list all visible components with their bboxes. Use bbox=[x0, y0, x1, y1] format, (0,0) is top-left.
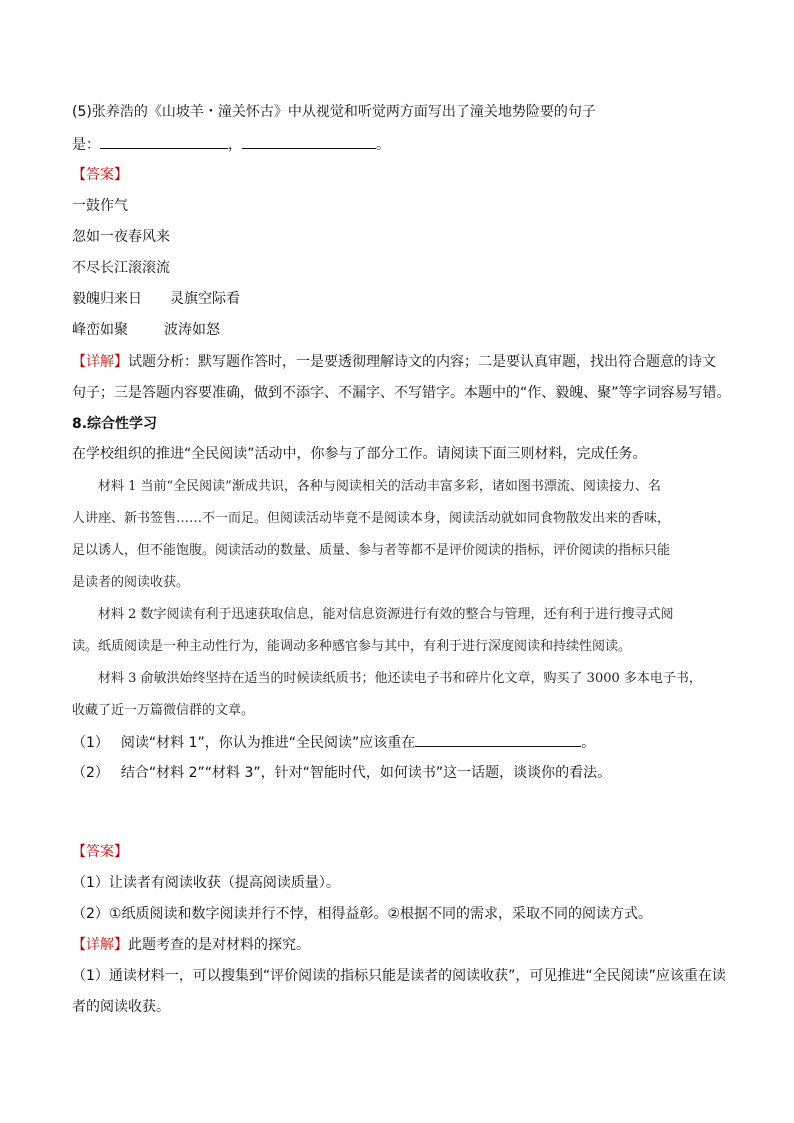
comma: ， bbox=[228, 137, 242, 153]
detail-text: 此题考查的是对材料的探究。 bbox=[128, 937, 310, 953]
answer-part: 毅魄归来日 bbox=[72, 291, 142, 307]
material-3-line: 收藏了近一万篇微信群的文章。 bbox=[72, 703, 255, 718]
detail-label: 【详解】 bbox=[72, 354, 128, 370]
detail-line-3: 者的阅读收获。 bbox=[72, 999, 170, 1015]
answer-item: 不尽长江滚滚流 bbox=[72, 260, 170, 276]
material-1-line: 足以诱人，但不能饱腹。阅读活动的数量、质量、参与者等都不是评价阅读的指标，评价阅读的指标只能 bbox=[72, 543, 671, 558]
detail-line-1 bbox=[72, 352, 716, 372]
sub-question-text: 结合“材料 2”“材料 3”，针对“智能时代，如何读书”这一话题，谈谈你的看法。 bbox=[120, 765, 612, 781]
answer-item: 忽如一夜春风来 bbox=[72, 229, 170, 245]
answer-blank-2[interactable] bbox=[242, 134, 376, 149]
question-5-line-1: (5)张养浩的《山坡羊・潼关怀古》中从视觉和听觉两方面写出了潼关地势险要的句子 bbox=[72, 104, 596, 120]
period: 。 bbox=[376, 137, 390, 153]
answer-part: 灵旗空际看 bbox=[170, 291, 240, 307]
question-8-intro: 在学校组织的推进“全民阅读”活动中，你参与了部分工作。请阅读下面三则材料，完成任务。 bbox=[72, 446, 647, 462]
sub-question-number: （1） bbox=[72, 735, 109, 751]
material-1-line: 材料 1 当前“全民阅读”渐成共识，各种与阅读相关的活动丰富多彩，诸如图书漂流、阅读接力、名 bbox=[98, 479, 661, 494]
answer-label: 【答案】 bbox=[72, 844, 128, 860]
question-5-line-2 bbox=[72, 134, 390, 155]
answer-part: 波涛如怒 bbox=[164, 322, 220, 338]
detail-line-2: （1）通读材料一，可以搜集到“评价阅读的指标只能是读者的阅读收获”，可见推进“全民阅读”应该重在读 bbox=[72, 968, 726, 984]
material-2-line: 材料 2 数字阅读有利于迅速获取信息，能对信息资源进行有效的整合与管理，还有利于进行搜寻式阅 bbox=[98, 607, 674, 622]
answer-blank-3[interactable] bbox=[415, 732, 581, 747]
material-2-line: 读。纸质阅读是一种主动性行为，能调动多种感官参与其中，有利于进行深度阅读和持续性阅读。 bbox=[72, 639, 632, 654]
sub-question-1 bbox=[72, 732, 595, 753]
detail-label: 【详解】 bbox=[72, 937, 128, 953]
material-1-line: 是读者的阅读收获。 bbox=[72, 575, 190, 590]
answer-item: （2）①纸质阅读和数字阅读并行不悖，相得益彰。②根据不同的需求，采取不同的阅读方式。 bbox=[72, 906, 653, 922]
answer-part: 峰峦如聚 bbox=[72, 322, 128, 338]
answer-item: 一鼓作气 bbox=[72, 198, 128, 214]
sub-question-2 bbox=[72, 763, 611, 783]
answer-item bbox=[72, 320, 220, 340]
answer-item: （1）让读者有阅读收获（提高阅读质量）。 bbox=[72, 875, 340, 891]
material-3-line: 材料 3 俞敏洪始终坚持在适当的时候读纸质书；他还读电子书和碎片化文章，购买了 3000 多本电子书， bbox=[98, 671, 702, 686]
sub-question-text: 阅读“材料 1”，你认为推进“全民阅读”应该重在 bbox=[120, 735, 416, 751]
material-1-line: 人讲座、新书签售……不一而足。但阅读活动毕竟不是阅读本身，阅读活动就如同食物散发出来的香味， bbox=[72, 511, 671, 526]
sub-question-number: （2） bbox=[72, 765, 109, 781]
answer-item bbox=[72, 289, 240, 309]
question-8-title: 8.综合性学习 bbox=[72, 416, 158, 432]
answer-label: 【答案】 bbox=[72, 167, 128, 183]
detail-text: 试题分析：默写题作答时，一是要透彻理解诗文的内容；二是要认真审题，找出符合题意的诗文 bbox=[128, 354, 716, 370]
detail-line-1 bbox=[72, 935, 310, 955]
period: 。 bbox=[581, 735, 596, 751]
detail-line-2: 句子；三是答题内容要准确，做到不添字、不漏字、不写错字。本题中的“作、毅魄、聚”等字词容易写错。 bbox=[72, 385, 731, 401]
question-5-prefix: 是： bbox=[72, 137, 100, 153]
answer-blank-1[interactable] bbox=[100, 134, 228, 149]
